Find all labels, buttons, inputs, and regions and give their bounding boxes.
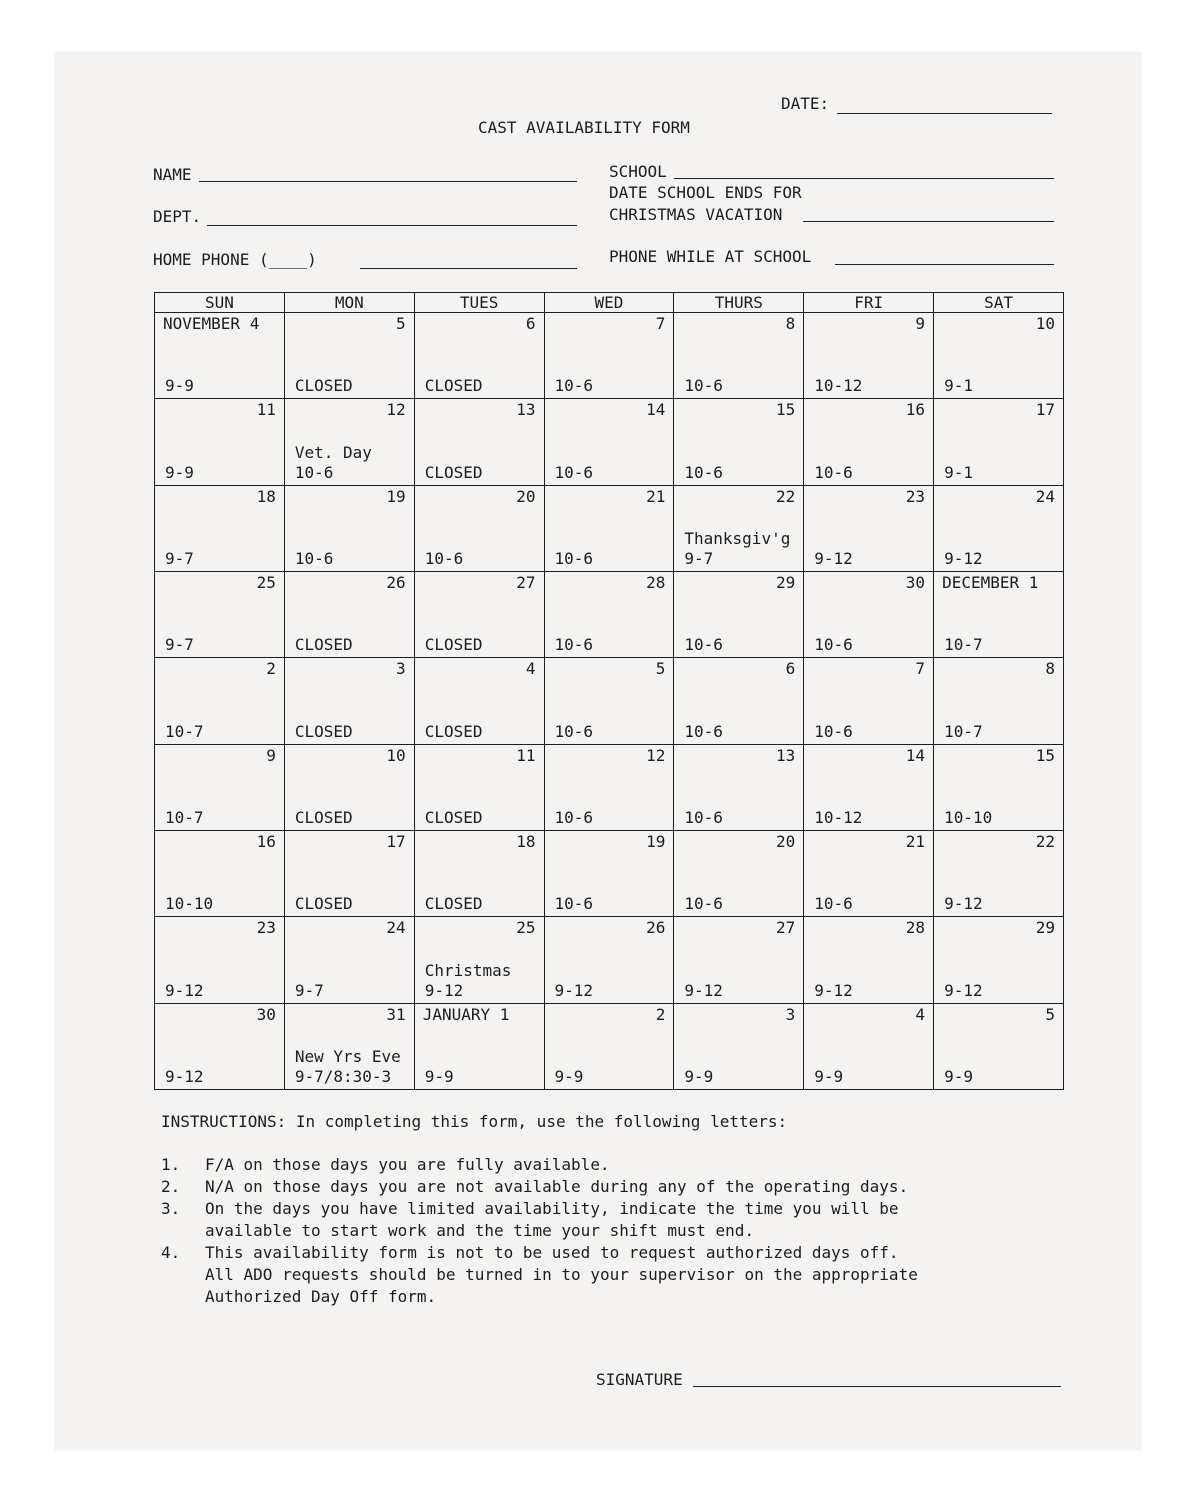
- operating-hours: 9-7/8:30-3: [294, 1067, 392, 1086]
- operating-hours: 9-12: [165, 980, 204, 1000]
- day-number: 7: [655, 314, 666, 333]
- day-number: 3: [396, 659, 406, 679]
- calendar-day-cell[interactable]: [804, 658, 934, 744]
- day-number: 27: [516, 572, 536, 592]
- calendar-day-cell[interactable]: [544, 917, 674, 1003]
- calendar-day-cell[interactable]: [284, 313, 414, 399]
- instruction-number: 2.: [161, 1177, 181, 1196]
- calendar-day-cell[interactable]: [284, 658, 414, 744]
- operating-hours: 9-12: [424, 980, 464, 1000]
- calendar-day-cell[interactable]: [934, 830, 1064, 916]
- calendar-day-cell[interactable]: [804, 485, 934, 571]
- operating-hours: CLOSED: [294, 635, 353, 655]
- day-number: 24: [386, 918, 406, 938]
- day-number: 23: [905, 486, 926, 506]
- calendar-day-cell[interactable]: [544, 313, 674, 399]
- day-number: 2: [655, 1004, 666, 1024]
- calendar-day-cell[interactable]: [284, 571, 414, 657]
- form-title: CAST AVAILABILITY FORM: [478, 118, 690, 137]
- instruction-text: This availability form is not to be used to request authorized days off. All ADO requests should be turned in to your supervisor on the appropriate Authorized Day Off form.: [205, 1243, 918, 1306]
- calendar-day-cell[interactable]: [674, 658, 804, 744]
- operating-hours: 10-6: [554, 635, 594, 655]
- calendar-day-cell[interactable]: [414, 744, 544, 830]
- calendar-week-row: [155, 571, 1064, 657]
- calendar-day-cell[interactable]: [155, 399, 285, 485]
- operating-hours: 9-9: [684, 1067, 714, 1086]
- calendar-day-cell[interactable]: [674, 830, 804, 916]
- weekday-header-row: [155, 293, 1064, 313]
- home-phone-field-line[interactable]: [360, 268, 577, 269]
- operating-hours: 10-6: [554, 807, 594, 827]
- operating-hours: CLOSED: [294, 894, 353, 914]
- day-number: 10: [1035, 314, 1055, 333]
- calendar-day-cell[interactable]: [414, 485, 544, 571]
- phone-at-school-field-line[interactable]: [835, 264, 1054, 265]
- date-school-ends-label: DATE SCHOOL ENDS FOR: [609, 183, 802, 202]
- availability-calendar: [154, 292, 1064, 1090]
- operating-hours: CLOSED: [424, 376, 483, 396]
- day-number: 11: [516, 745, 536, 765]
- day-number: 29: [775, 572, 796, 592]
- day-number: 19: [386, 486, 406, 506]
- operating-hours: 10-6: [554, 894, 594, 914]
- school-label: SCHOOL: [609, 162, 667, 181]
- day-note: Christmas: [424, 960, 512, 980]
- operating-hours: 9-9: [814, 1067, 844, 1086]
- operating-hours: 9-7: [165, 635, 194, 655]
- operating-hours: 9-12: [684, 980, 723, 1000]
- instructions-list: [161, 1154, 918, 1308]
- weekday-header: SAT: [934, 293, 1064, 313]
- operating-hours: 9-9: [424, 1067, 454, 1086]
- calendar-week-row: [155, 917, 1064, 1003]
- calendar-day-cell[interactable]: [674, 1003, 804, 1089]
- weekday-header: MON: [284, 293, 414, 313]
- calendar-week-row: [155, 399, 1064, 485]
- operating-hours: 9-12: [165, 1067, 204, 1086]
- calendar-day-cell[interactable]: [674, 571, 804, 657]
- calendar-day-cell[interactable]: [284, 399, 414, 485]
- instruction-text: On the days you have limited availability, indicate the time you will be available to start work and the time your shift must end.: [205, 1199, 899, 1240]
- day-number: 9: [915, 314, 926, 333]
- calendar-day-cell[interactable]: [544, 1003, 674, 1089]
- calendar-day-cell[interactable]: [284, 830, 414, 916]
- calendar-day-cell[interactable]: [934, 658, 1064, 744]
- day-number: 10: [386, 745, 406, 765]
- operating-hours: CLOSED: [294, 376, 353, 396]
- name-label: NAME: [153, 165, 192, 184]
- calendar-day-cell[interactable]: [674, 485, 804, 571]
- operating-hours: 9-12: [814, 980, 853, 1000]
- day-number: 2: [266, 659, 276, 679]
- day-number: 16: [905, 400, 926, 420]
- operating-hours: 10-6: [554, 462, 594, 482]
- day-number: 4: [525, 659, 536, 679]
- calendar-day-cell[interactable]: [284, 744, 414, 830]
- day-number: 3: [785, 1004, 796, 1024]
- day-number: 21: [646, 486, 666, 506]
- calendar-day-cell[interactable]: [804, 399, 934, 485]
- operating-hours: 10-6: [554, 721, 594, 741]
- day-number: JANUARY 1: [422, 1004, 510, 1024]
- operating-hours: 10-12: [814, 376, 863, 396]
- operating-hours: 10-6: [554, 376, 594, 396]
- operating-hours: CLOSED: [424, 635, 483, 655]
- instruction-text: N/A on those days you are not available during any of the operating days.: [205, 1177, 909, 1196]
- operating-hours: 10-10: [944, 807, 993, 827]
- day-number: 15: [775, 400, 796, 420]
- day-number: NOVEMBER 4: [163, 314, 260, 333]
- calendar-day-cell[interactable]: [414, 830, 544, 916]
- day-number: 23: [256, 918, 276, 938]
- christmas-vacation-label: CHRISTMAS VACATION: [609, 205, 783, 224]
- operating-hours: 10-6: [684, 635, 723, 655]
- operating-hours: CLOSED: [424, 462, 483, 482]
- calendar-day-cell[interactable]: [804, 830, 934, 916]
- calendar-day-cell[interactable]: [414, 1003, 544, 1089]
- calendar-day-cell[interactable]: [934, 399, 1064, 485]
- day-number: 17: [386, 831, 406, 851]
- operating-hours: 10-6: [684, 376, 723, 396]
- operating-hours: 10-6: [814, 462, 853, 482]
- calendar-day-cell[interactable]: [934, 571, 1064, 657]
- calendar-day-cell[interactable]: [934, 1003, 1064, 1089]
- day-number: 12: [646, 745, 666, 765]
- calendar-day-cell[interactable]: [414, 571, 544, 657]
- calendar-day-cell[interactable]: [804, 571, 934, 657]
- instruction-text: F/A on those days you are fully available.: [205, 1155, 610, 1174]
- phone-at-school-label: PHONE WHILE AT SCHOOL: [609, 247, 812, 266]
- calendar-day-cell[interactable]: [804, 744, 934, 830]
- day-number: 13: [775, 745, 796, 765]
- day-number: 9: [266, 745, 276, 765]
- instruction-item: [161, 1242, 918, 1308]
- calendar-day-cell[interactable]: [155, 571, 285, 657]
- day-number: 27: [775, 918, 796, 938]
- weekday-header: TUES: [414, 293, 544, 313]
- home-phone-label: HOME PHONE (____): [153, 250, 317, 269]
- operating-hours: 10-7: [165, 807, 204, 827]
- calendar-day-cell[interactable]: [544, 830, 674, 916]
- calendar-day-cell[interactable]: [674, 313, 804, 399]
- day-number: 6: [525, 314, 536, 333]
- day-number: 22: [775, 486, 796, 506]
- calendar-day-cell[interactable]: [544, 399, 674, 485]
- operating-hours: 9-12: [944, 980, 983, 1000]
- calendar-body: [155, 313, 1064, 1090]
- operating-hours: 9-9: [944, 1067, 973, 1086]
- operating-hours: CLOSED: [294, 721, 353, 741]
- name-field-line[interactable]: [199, 181, 577, 182]
- calendar-day-cell[interactable]: [155, 313, 285, 399]
- operating-hours: 10-12: [814, 807, 863, 827]
- operating-hours: 10-7: [944, 721, 983, 741]
- day-number: 25: [256, 572, 276, 592]
- operating-hours: 9-9: [165, 462, 194, 482]
- calendar-week-row: [155, 744, 1064, 830]
- day-number: 5: [655, 659, 666, 679]
- calendar-week-row: [155, 830, 1064, 916]
- operating-hours: 10-10: [165, 894, 214, 914]
- day-number: 8: [785, 314, 796, 333]
- calendar-day-cell[interactable]: [155, 658, 285, 744]
- school-field-line[interactable]: [674, 178, 1054, 179]
- instruction-item: [161, 1198, 918, 1242]
- day-number: 25: [516, 918, 536, 938]
- day-number: 26: [386, 572, 406, 592]
- instruction-number: 1.: [161, 1155, 181, 1174]
- operating-hours: 10-6: [294, 548, 334, 568]
- signature-field-line[interactable]: [693, 1386, 1061, 1387]
- instruction-number: 4.: [161, 1243, 181, 1262]
- operating-hours: 9-7: [684, 548, 714, 568]
- form-sheet: [55, 52, 1141, 1450]
- operating-hours: 10-7: [165, 721, 204, 741]
- operating-hours: 10-7: [944, 635, 983, 655]
- calendar-day-cell[interactable]: [544, 571, 674, 657]
- operating-hours: 9-9: [554, 1067, 584, 1086]
- calendar-day-cell[interactable]: [155, 917, 285, 1003]
- day-number: 18: [256, 486, 276, 506]
- day-number: 15: [1035, 745, 1055, 765]
- operating-hours: 9-12: [944, 548, 983, 568]
- calendar-week-row: [155, 1003, 1064, 1089]
- operating-hours: 10-6: [424, 548, 464, 568]
- day-number: 14: [646, 400, 666, 420]
- calendar-day-cell[interactable]: [804, 917, 934, 1003]
- day-number: 5: [1045, 1004, 1055, 1024]
- weekday-header: WED: [544, 293, 674, 313]
- day-note: Thanksgiv'g: [684, 528, 791, 548]
- date-field-line[interactable]: [837, 113, 1052, 114]
- operating-hours: 9-7: [165, 548, 194, 568]
- day-number: 30: [256, 1004, 276, 1024]
- day-number: 4: [915, 1004, 926, 1024]
- day-number: 21: [905, 831, 926, 851]
- operating-hours: 10-6: [814, 721, 853, 741]
- operating-hours: 10-6: [684, 721, 723, 741]
- operating-hours: 9-9: [165, 376, 194, 396]
- operating-hours: CLOSED: [294, 807, 353, 827]
- day-number: 30: [905, 572, 926, 592]
- operating-hours: CLOSED: [424, 721, 483, 741]
- day-number: 31: [386, 1004, 406, 1024]
- calendar-day-cell[interactable]: [934, 485, 1064, 571]
- calendar-day-cell[interactable]: [414, 917, 544, 1003]
- day-number: 20: [775, 831, 796, 851]
- calendar-day-cell[interactable]: [934, 313, 1064, 399]
- operating-hours: 10-6: [554, 548, 594, 568]
- calendar-day-cell[interactable]: [284, 1003, 414, 1089]
- operating-hours: 9-12: [814, 548, 853, 568]
- day-number: DECEMBER 1: [942, 572, 1039, 592]
- day-number: 29: [1035, 918, 1055, 938]
- instruction-number: 3.: [161, 1199, 181, 1218]
- operating-hours: 9-12: [944, 894, 983, 914]
- day-number: 19: [646, 831, 666, 851]
- operating-hours: 9-7: [294, 980, 324, 1000]
- calendar-week-row: [155, 658, 1064, 744]
- day-number: 11: [256, 400, 276, 420]
- day-number: 14: [905, 745, 926, 765]
- day-number: 28: [646, 572, 666, 592]
- date-label: DATE:: [781, 94, 830, 113]
- school-ends-field-line[interactable]: [803, 221, 1054, 222]
- day-number: 5: [396, 314, 406, 333]
- day-number: 24: [1035, 486, 1055, 506]
- dept-label: DEPT.: [153, 207, 202, 226]
- calendar-day-cell[interactable]: [544, 485, 674, 571]
- day-number: 20: [516, 486, 536, 506]
- weekday-header: THURS: [674, 293, 804, 313]
- calendar-day-cell[interactable]: [674, 399, 804, 485]
- day-number: 12: [386, 400, 406, 420]
- day-number: 8: [1045, 659, 1055, 679]
- calendar-day-cell[interactable]: [155, 744, 285, 830]
- day-number: 16: [256, 831, 276, 851]
- calendar-day-cell[interactable]: [155, 830, 285, 916]
- operating-hours: 10-6: [294, 462, 334, 482]
- calendar-day-cell[interactable]: [284, 485, 414, 571]
- operating-hours: 10-6: [684, 807, 723, 827]
- day-number: 17: [1035, 400, 1055, 420]
- instruction-item: [161, 1176, 918, 1198]
- day-note: Vet. Day: [294, 442, 372, 462]
- signature-label: SIGNATURE: [596, 1370, 683, 1389]
- operating-hours: 10-6: [684, 462, 723, 482]
- operating-hours: 10-6: [684, 894, 723, 914]
- calendar-day-cell[interactable]: [804, 1003, 934, 1089]
- calendar-day-cell[interactable]: [544, 658, 674, 744]
- calendar-day-cell[interactable]: [544, 744, 674, 830]
- calendar-week-row: [155, 313, 1064, 399]
- weekday-header: FRI: [804, 293, 934, 313]
- operating-hours: 10-6: [814, 894, 853, 914]
- calendar-day-cell[interactable]: [284, 917, 414, 1003]
- calendar-day-cell[interactable]: [414, 313, 544, 399]
- operating-hours: 9-12: [554, 980, 594, 1000]
- calendar-day-cell[interactable]: [155, 485, 285, 571]
- operating-hours: 10-6: [814, 635, 853, 655]
- calendar-day-cell[interactable]: [414, 399, 544, 485]
- calendar-day-cell[interactable]: [414, 658, 544, 744]
- operating-hours: 9-1: [944, 376, 973, 396]
- day-number: 26: [646, 918, 666, 938]
- calendar-day-cell[interactable]: [155, 1003, 285, 1089]
- calendar-day-cell[interactable]: [934, 744, 1064, 830]
- calendar-day-cell[interactable]: [674, 744, 804, 830]
- calendar-day-cell[interactable]: [804, 313, 934, 399]
- calendar-week-row: [155, 485, 1064, 571]
- operating-hours: 9-1: [944, 462, 973, 482]
- calendar-day-cell[interactable]: [674, 917, 804, 1003]
- day-number: 7: [915, 659, 926, 679]
- day-number: 22: [1035, 831, 1055, 851]
- dept-field-line[interactable]: [207, 225, 577, 226]
- day-number: 13: [516, 400, 536, 420]
- day-number: 28: [905, 918, 926, 938]
- day-number: 6: [785, 659, 796, 679]
- weekday-header: SUN: [155, 293, 285, 313]
- day-number: 18: [516, 831, 536, 851]
- day-note: New Yrs Eve: [294, 1047, 401, 1066]
- instruction-item: [161, 1154, 918, 1176]
- instructions-heading: INSTRUCTIONS: In completing this form, use the following letters:: [161, 1112, 788, 1131]
- calendar-day-cell[interactable]: [934, 917, 1064, 1003]
- operating-hours: CLOSED: [424, 807, 483, 827]
- operating-hours: CLOSED: [424, 894, 483, 914]
